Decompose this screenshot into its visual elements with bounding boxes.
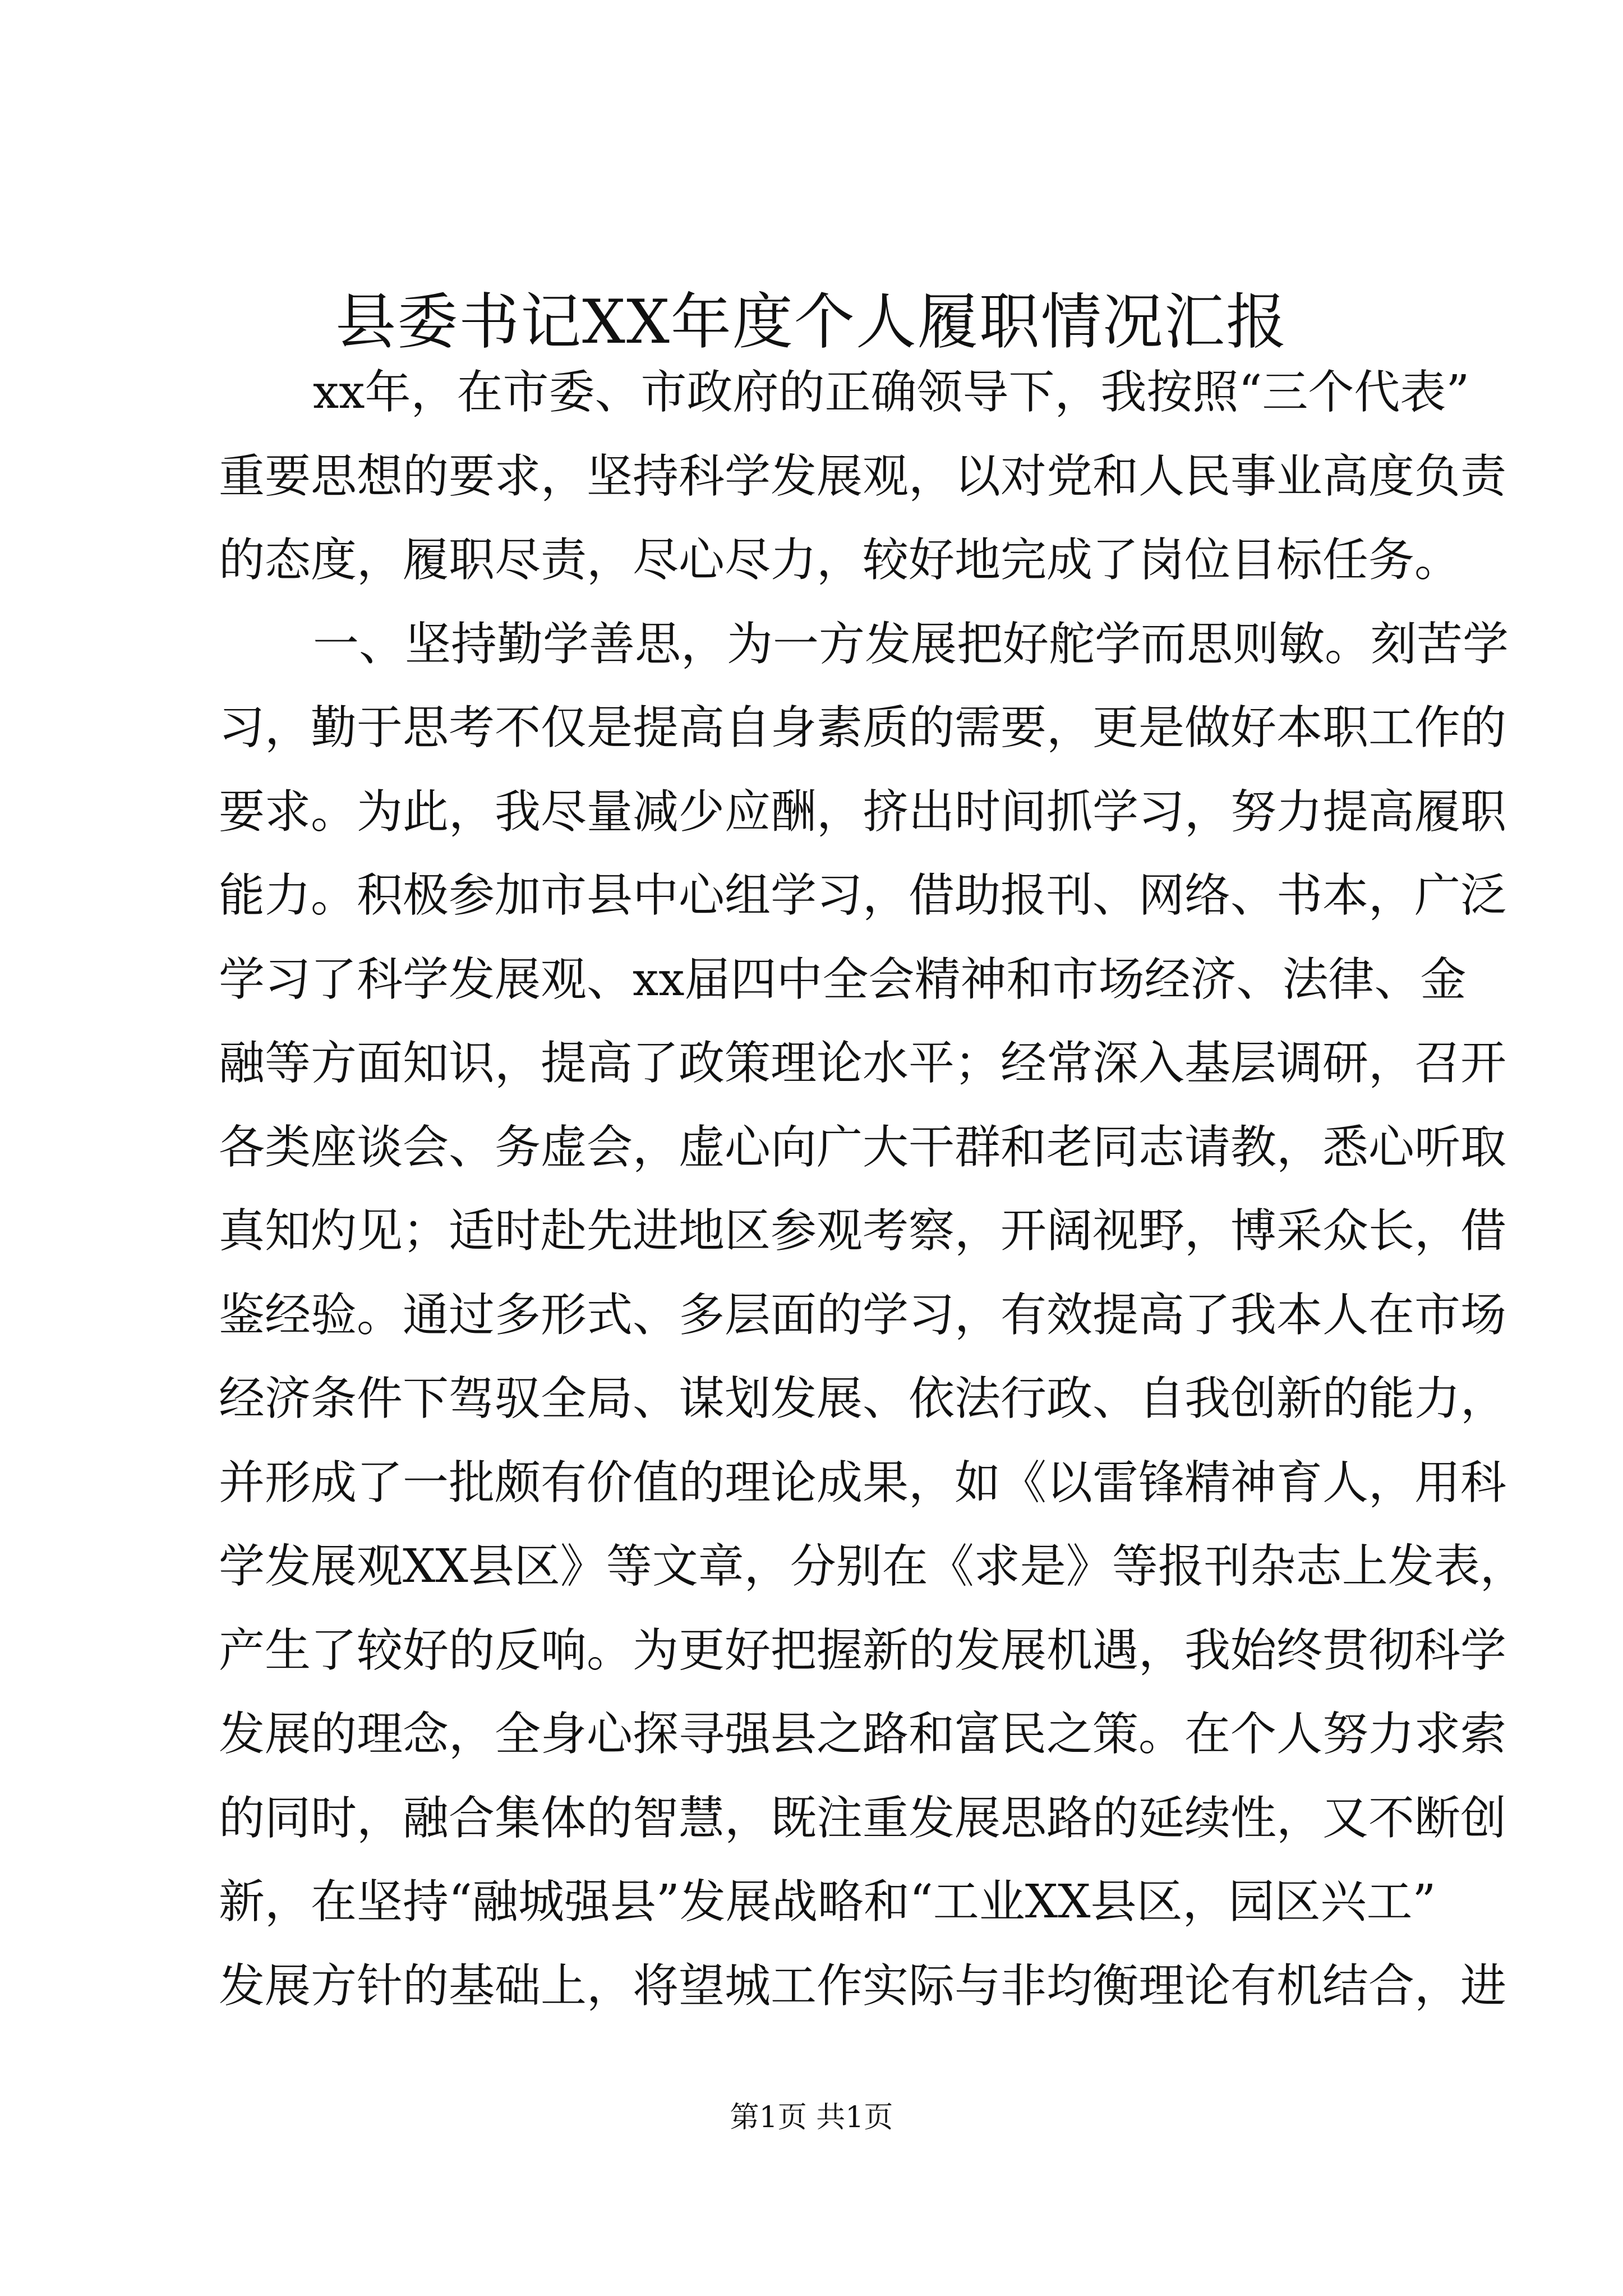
- body-line: 的态度，履职尽责，尽心尽力，较好地完成了岗位目标任务。: [219, 533, 1461, 587]
- body-line: 学习了科学发展观、xx届四中全会精神和市场经济、法律、金: [219, 953, 1467, 1006]
- body-line: 鉴经验。通过多形式、多层面的学习，有效提高了我本人在市场: [219, 1288, 1507, 1342]
- body-line: 一、坚持勤学善思，为一方发展把好舵学而思则敏。刻苦学: [313, 617, 1509, 671]
- body-line: 能力。积极参加市县中心组学习，借助报刊、网络、书本，广泛: [219, 869, 1507, 922]
- body-line: 发展方针的基础上，将望城工作实际与非均衡理论有机结合，进: [219, 1959, 1507, 2013]
- body-line: 产生了较好的反响。为更好把握新的发展机遇，我始终贯彻科学: [219, 1623, 1507, 1677]
- body-line: 并形成了一批颇有价值的理论成果，如《以雷锋精神育人，用科: [219, 1456, 1507, 1510]
- body-line: 新，在坚持“融城强县”发展战略和“工业XX县区，园区兴工”: [219, 1875, 1436, 1929]
- body-line: 各类座谈会、务虚会，虚心向广大干群和老同志请教，悉心听取: [219, 1120, 1507, 1174]
- body-line: 融等方面知识，提高了政策理论水平；经常深入基层调研，召开: [219, 1037, 1507, 1090]
- page-footer: 第1页 共1页: [730, 2101, 893, 2134]
- document-body: [219, 351, 1526, 2028]
- body-line: xx年，在市委、市政府的正确领导下，我按照“三个代表”: [313, 366, 1470, 419]
- body-line: 发展的理念，全身心探寻强县之路和富民之策。在个人努力求索: [219, 1708, 1507, 1761]
- body-line: 重要思想的要求，坚持科学发展观，以对党和人民事业高度负责: [219, 449, 1507, 503]
- body-line: 习，勤于思考不仅是提高自身素质的需要，更是做好本职工作的: [219, 701, 1507, 754]
- body-line: 经济条件下驾驭全局、谋划发展、依法行政、自我创新的能力，: [219, 1372, 1507, 1425]
- body-line: 学发展观XX县区》等文章，分别在《求是》等报刊杂志上发表，: [219, 1540, 1526, 1593]
- body-line: 的同时，融合集体的智慧，既注重发展思路的延续性，又不断创: [219, 1791, 1507, 1845]
- body-line: 真知灼见；适时赴先进地区参观考察，开阔视野，博采众长，借: [219, 1204, 1507, 1258]
- body-line: 要求。为此，我尽量减少应酬，挤出时间抓学习，努力提高履职: [219, 785, 1507, 839]
- document-title: 县委书记XX年度个人履职情况汇报: [335, 287, 1288, 357]
